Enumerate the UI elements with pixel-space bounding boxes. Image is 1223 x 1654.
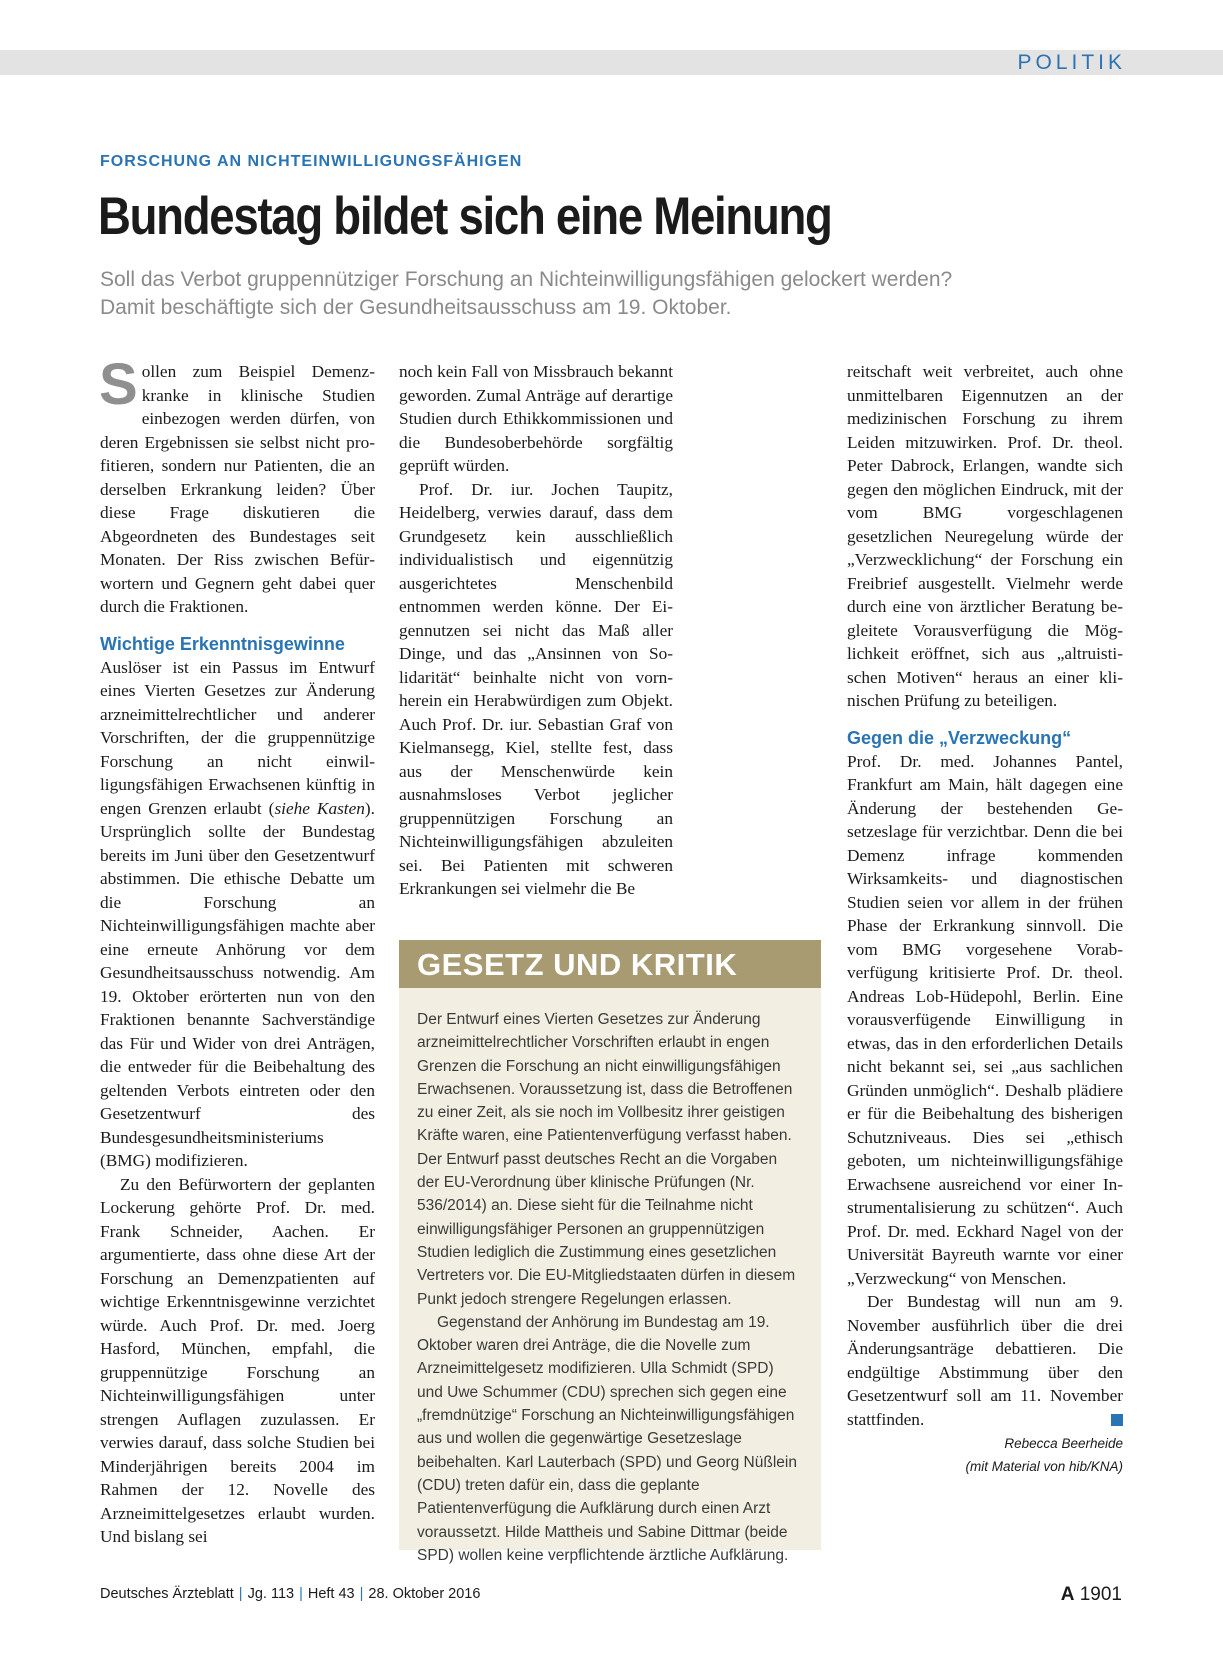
paragraph: Prof. Dr. iur. Jochen Taupitz, Heidelberg, verwies darauf, dass dem Grundgesetz kein ausschließlich individualistisch und eigennützig ausgerichtetes Menschenbild entnommen werden könne. Der Eigennutzen sei nicht das Maß aller Dinge, und das „Ansinnen von Solidarität“ beinhalte nicht von vornherein ein Herabwürdigen zum Objekt. Auch Prof. Dr. iur. Sebastian Graf von Kielmansegg, Kiel, stellte fest, dass aus der Menschenwürde kein ausnahmsloses Verbot jeglicher gruppennützigen Forschung an Nichteinwilligungsfähigen abzuleiten sei. Bei Patienten mit schweren Erkrankungen sei vielmehr die Be	[399, 479, 673, 898]
journal-name: Deutsches Ärzteblatt	[100, 1586, 234, 1602]
separator: |	[238, 1586, 243, 1602]
paragraph: noch kein Fall von Missbrauch bekannt geworden. Zumal Anträge auf derartige Studien durch Ethikkommissionen und die Bundesoberbehörde sorgfältig geprüft würden.	[399, 362, 673, 475]
article-kicker: FORSCHUNG AN NICHTEINWILLIGUNGSFÄHIGEN	[100, 153, 523, 170]
paragraph	[847, 1290, 1123, 1431]
page-prefix: A	[1060, 1584, 1075, 1605]
paragraph-text: Auslöser ist ein Passus im Entwurf eines Vierten Gesetzes zur Änderung arzneimittelrechtlicher und anderer Vorschriften, der die gruppennützige Forschung an nicht einwilligungsfähigen Erwachsenen künftig in engen Grenzen erlaubt (	[100, 657, 375, 818]
issue-date: 28. Oktober 2016	[368, 1586, 481, 1602]
info-box-title: GESETZ UND KRITIK	[399, 940, 821, 988]
article-column-2	[399, 360, 673, 901]
page-number-value: 1901	[1079, 1584, 1122, 1605]
paragraph: Gegenstand der Anhörung im Bundestag am 19. Oktober waren drei Anträge, die die Novelle zum Arzneimittelgesetz modifizieren. Ulla Schmidt (SPD) und Uwe Schummer (CDU) sprechen sich gegen eine „fremdnützige“ Forschung an Nichteinwilligungsfähigen aus und wollen die gegenwärtige Gesetzeslage beibehalten. Karl Lauterbach (SPD) und Georg Nüßlein (CDU) treten dafür ein, dass die geplante Patientenverfügung die Aufklärung durch einen Arzt voraussetzt. Hilde Mattheis und Sabine Dittmar (beide SPD) wollen keine verpflichtende ärztliche Aufklärung.	[417, 1313, 797, 1564]
paragraph: Zu den Befürwortern der geplanten Lockerung gehörte Prof. Dr. med. Frank Schneider, Aachen. Er argumentierte, dass ohne diese Art der Forschung an Demenzpatienten auf wichtige Erkenntnisgewinne verzichtet würde. Auch Prof. Dr. med. Joerg Hasford, München, empfahl, die gruppennützige Forschung an Nichteinwilligungsfähigen unter strengen Auflagen zuzulassen. Er verwies darauf, dass solche Studien bei Minderjährigen bereits 2004 im Rahmen der 12. Novelle des Arzneimittelgesetzes erlaubt wurden. Und bislang sei	[100, 1174, 375, 1546]
article-deck: Soll das Verbot gruppennütziger Forschung an Nichteinwilligungsfähigen gelockert werden? Damit beschäftigte sich der Gesundheitsausschuss am 19. Oktober.	[100, 268, 953, 319]
page-number	[1061, 1584, 1122, 1606]
footer-citation	[100, 1586, 480, 1602]
end-mark-icon	[1111, 1414, 1123, 1426]
box-reference: siehe Kasten	[274, 798, 365, 818]
paragraph-text: Der Bundestag will nun am 9. November ausführlich über die drei Änderungsanträge debattieren. Die endgültige Abstimmung über den Gesetzentwurf soll am 11. November stattfinden.	[847, 1292, 1123, 1429]
info-box-body	[399, 988, 821, 1567]
paragraph: Der Entwurf eines Vierten Gesetzes zur Änderung arzneimittelrechtlicher Vorschriften erlaubt in engen Grenzen die Forschung an nicht einwilligungsfähigen Erwachsenen. Voraussetzung ist, dass die Betroffenen zu einer Zeit, als sie noch im Vollbesitz ihrer geistigen Kräfte waren, eine Patientenverfügung verfasst haben. Der Entwurf passt deutsches Recht an die Vorgaben der EU-Verordnung über klinische Prüfungen (Nr. 536/2014) an. Diese sieht für die Teilnahme nicht einwilligungsfähiger Personen an gruppennützigen Studien lediglich die Zustimmung eines gesetzlichen Vertreters vor. Die EU-Mitgliedstaaten dürfen in diesem Punkt jedoch strengere Regelungen erlassen.	[417, 1011, 796, 1308]
issue: Heft 43	[307, 1586, 355, 1602]
paragraph: reitschaft weit verbreitet, auch ohne unmittelbaren Eigennutzen an der medizinischen Forschung zu ihrem Leiden mitzuwirken. Prof. Dr. theol. Peter Dabrock, Erlangen, wandte sich gegen den möglichen Eindruck, mit der vom BMG vorgeschlagenen gesetzlichen Neuregelung würde der „Verzwecklichung“ der Forschung ein Freibrief ausgestellt. Vielmehr werde durch eine von ärztlicher Beratung begleitete Vorausverfügung die Möglichkeit eröffnet, sich aus „altruistischen Motiven“ heraus an einer klinischen Prüfung zu beteiligen.	[847, 362, 1123, 710]
paragraph: Prof. Dr. med. Johannes Pantel, Frankfurt am Main, hält dagegen eine Änderung der bestehenden Gesetzeslage für verzichtbar. Denn die bei Demenz infrage kommenden Wirksamkeits- und diagnostischen Studien seien vor allem in der frühen Phase der Erkrankung sinnvoll. Die vom BMG vorgesehene Vorabverfügung kritisierte Prof. Dr. theol. Andreas Lob-Hüdepohl, Berlin. Eine vorausverfügende Einwilligung in etwas, das in den erforderlichen Details nicht bekannt sei, sei „aus sachlichen Gründen unmöglich“. Deshalb plädiere er für die Beibehaltung des bisherigen Schutzniveaus. Dies sei „ethisch geboten, um nichteinwilligungsfähige Erwachsene ausreichend vor einer Instrumentalisierung zu schützen“. Auch Prof. Dr. med. Eckhard Nagel von der Universität Bayreuth warnte vor einer „Verzweckung“ von Menschen.	[847, 751, 1123, 1288]
article-headline: Bundestag bildet sich eine Meinung	[98, 187, 832, 246]
section-label: POLITIK	[1017, 51, 1126, 74]
info-box	[399, 940, 821, 1564]
drop-cap: S	[99, 352, 138, 417]
subheading: Wichtige Erkenntnisgewinne	[100, 633, 345, 654]
paragraph-text: ). Ursprünglich sollte der Bundestag bereits im Juni über den Gesetzentwurf abstimmen. Die ethische Debatte um die Forschung an Nichteinwilligungsfähigen machte aber eine erneute Anhörung vor dem Gesundheitsausschuss notwendig. Am 19. Oktober erörterten nun von den Fraktionen benannte Sachverständige das Für und Wider von drei Anträgen, die entweder für die Beibehaltung des geltenden Verbots eintreten oder den Gesetzentwurf des Bundesgesundheitsministeriums (BMG) modifizieren.	[100, 798, 375, 1170]
subheading: Gegen die „Verzweckung“	[847, 727, 1072, 748]
paragraph	[100, 656, 375, 1173]
separator: |	[359, 1586, 364, 1602]
paragraph	[99, 352, 375, 619]
page-footer	[100, 1584, 1122, 1608]
author-byline: Rebecca Beerheide	[1004, 1436, 1123, 1451]
volume: Jg. 113	[247, 1586, 295, 1602]
article-column-3	[847, 360, 1123, 1478]
author-note: (mit Material von hib/KNA)	[965, 1459, 1123, 1474]
paragraph-text: ollen zum Beispiel Demenzkranke in klinische Studien einbezogen werden dürfen, von deren Ergebnissen sie selbst nicht profitieren, sondern nur Patienten, die an derselben Erkrankung leiden? Über diese Frage diskutieren die Abgeordneten des Bundestages seit Monaten. Der Riss zwischen Befürwortern und Gegnern geht dabei quer durch die Fraktionen.	[100, 362, 375, 616]
separator: |	[299, 1586, 303, 1602]
article-column-1	[99, 352, 375, 1549]
